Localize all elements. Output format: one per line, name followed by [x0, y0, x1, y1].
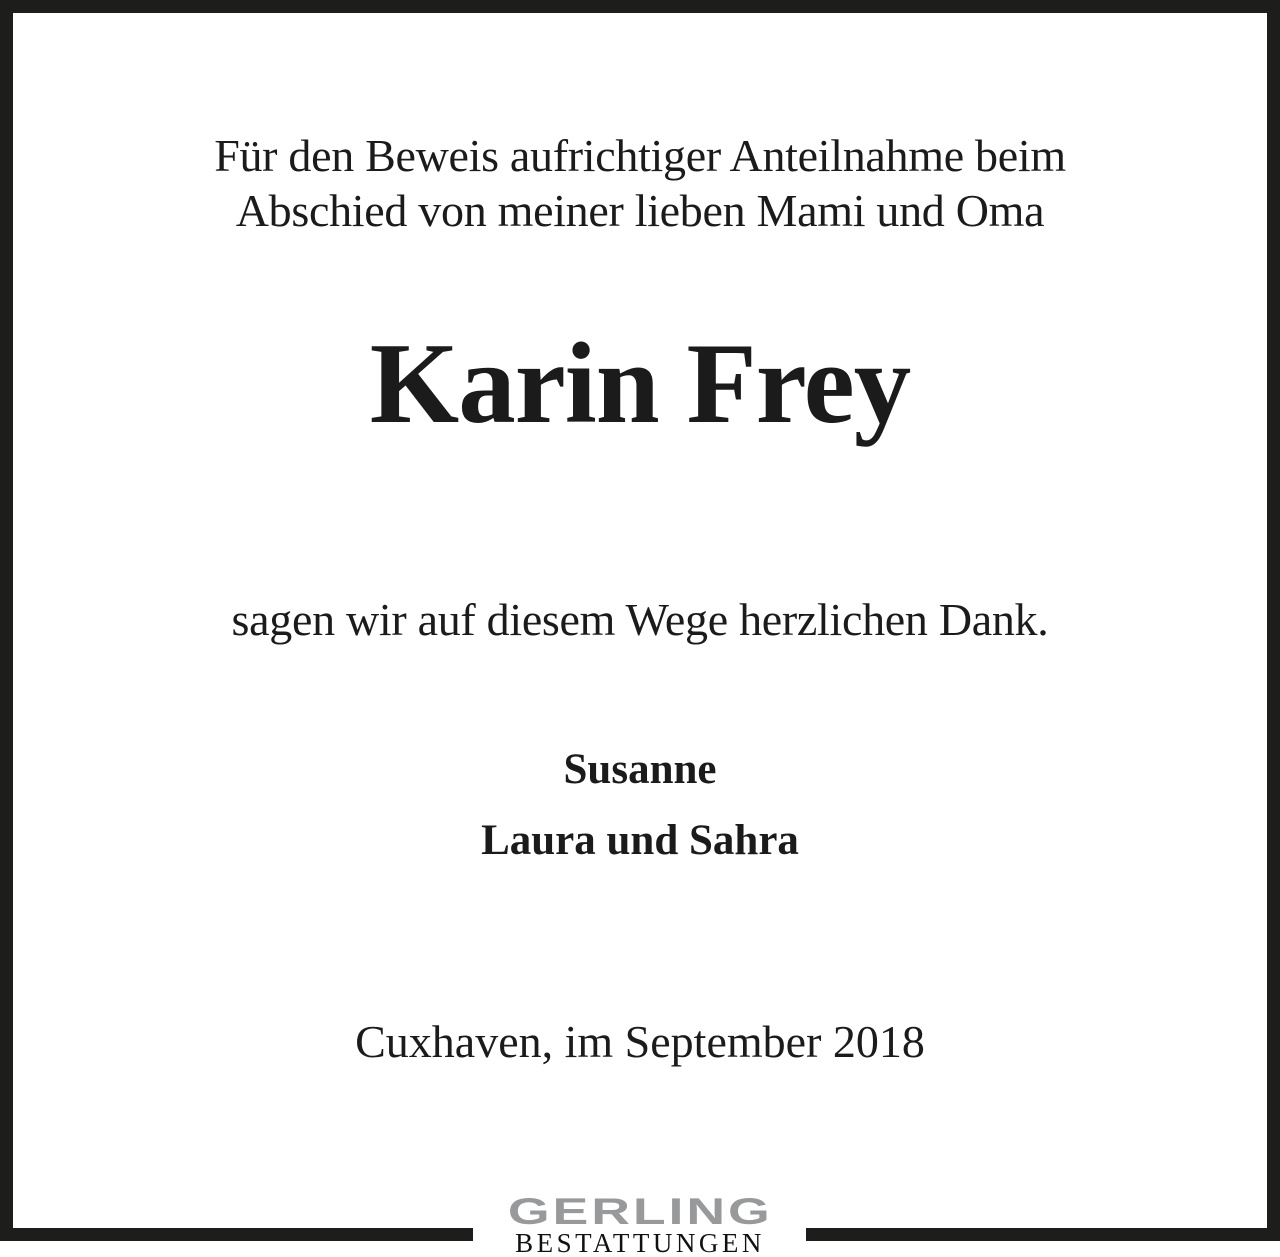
- logo-subtitle-text: BESTATTUNGEN: [515, 1228, 765, 1257]
- place-date: Cuxhaven, im September 2018: [355, 1016, 925, 1067]
- funeral-home-logo: [0, 1192, 1280, 1232]
- deceased-name: Karin Frey: [369, 320, 911, 447]
- intro-line-1: Für den Beweis aufrichtiger Anteilnahme beim: [214, 130, 1066, 181]
- frame-border-top: [0, 0, 1280, 13]
- mourner-name: Susanne: [563, 746, 717, 793]
- mourner-name: Laura und Sahra: [481, 817, 799, 864]
- intro-line-2: Abschied von meiner lieben Mami und Oma: [235, 185, 1045, 236]
- thanks-text: sagen wir auf diesem Wege herzlichen Dank.: [231, 594, 1049, 645]
- logo-name-text: GERLING: [507, 1191, 773, 1232]
- intro-text: [0, 128, 1280, 238]
